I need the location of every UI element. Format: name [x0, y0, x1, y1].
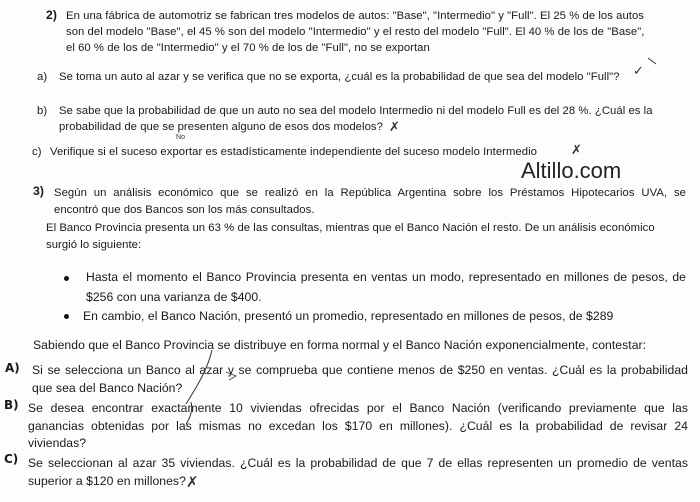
problem-3-lead: Sabiendo que el Banco Provincia se distribuye en forma normal y el Banco Nación exponencialmente, contestar:	[33, 338, 647, 352]
problem-3-intro-line-3: El Banco Provincia presenta un 63 % de las consultas, mientras que el Banco Nación el resto. De un análisis económico	[46, 222, 655, 234]
problem-3a-label: A)	[5, 361, 20, 375]
problem-3-intro-line-4: surgió lo siguiente:	[46, 239, 142, 251]
problem-3c-label: C)	[4, 452, 19, 466]
problem-2c-text: Verifique si el suceso exportar es estadísticamente independiente del suceso modelo Intermedio	[50, 146, 537, 158]
watermark-logo: Altillo.com	[521, 158, 622, 183]
problem-3a-line-1: Si se selecciona un Banco al azar y se comprueba que contiene menos de $250 en ventas. ¿Cuál es la probabilidad	[32, 363, 688, 377]
problem-2c-label: c)	[32, 146, 42, 158]
problem-3c-line-2: superior a $120 en millones?	[28, 474, 186, 488]
problem-3b-label: B)	[4, 398, 19, 412]
handwritten-x-mark-2b: ✗	[389, 120, 400, 135]
problem-3a-line-2: que sea del Banco Nación?	[32, 381, 183, 395]
problem-3-number: 3)	[33, 184, 44, 198]
problem-3-bullet-2-line-1: En cambio, el Banco Nación, presentó un promedio, representado en millones de pesos, de $289	[83, 309, 614, 323]
problem-2-intro-line-3: el 60 % de los de "Intermedio" y el 70 % de los de "Full", no se exportan	[66, 42, 430, 54]
problem-3-intro-line-1: Según un análisis económico que se realizó en la República Argentina sobre los Préstamos Hipotecarios UVA, se	[54, 187, 686, 199]
problem-2a-label: a)	[37, 71, 48, 83]
problem-2-number: 2)	[46, 8, 57, 22]
problem-3b-line-1: Se desea encontrar exactamente 10 viviendas ofrecidas por el Banco Nación (verificando previamente que las	[28, 401, 688, 415]
problem-3b-line-2: ganancias obtenidas por las mismas no excedan los $170 en millones). ¿Cuál es la probabilidad de revisar 24	[28, 419, 688, 433]
problem-3c-line-1: Se seleccionan al azar 35 viviendas. ¿Cuál es la probabilidad de que 7 de ellas representen un promedio de ventas	[28, 456, 688, 470]
handwritten-x-mark-3c: ✗	[186, 473, 199, 491]
handwritten-x-mark-2c: ✗	[571, 143, 582, 158]
problem-2b-label: b)	[37, 105, 48, 117]
problem-2-intro-line-1: En una fábrica de automotriz se fabrican tres modelos de autos: "Base", "Intermedio" y "Full". El 25 % de los autos	[66, 10, 645, 22]
problem-2-intro-line-2: son del modelo "Base", el 45 % son del modelo "Intermedio" y el resto del modelo "Full". El 40 % de los de "Base",	[66, 26, 645, 38]
problem-3-bullet-1-line-2: $256 con una varianza de $400.	[86, 290, 262, 304]
problem-2a-text: Se toma un auto al azar y se verifica que no se exporta, ¿cuál es la probabilidad de que sea del modelo "Full"?	[59, 71, 620, 83]
problem-2b-line-1: Se sabe que la probabilidad de que un auto no sea del modelo Intermedio ni del modelo Full es del 28 %. ¿Cuál es la	[59, 105, 653, 117]
problem-3-bullet-1-line-1: Hasta el momento el Banco Provincia presenta en ventas un modo, representado en millones de pesos, de	[86, 270, 686, 284]
handwritten-note-2c: No	[176, 134, 186, 141]
handwritten-check-mark-2a: ✓	[633, 64, 644, 79]
problem-3-intro-line-2: encontró que dos Bancos son los más consultados.	[54, 204, 315, 216]
problem-3b-line-3: viviendas?	[28, 436, 87, 450]
problem-2b-line-2: probabilidad de que se presenten alguno de esos dos modelos?	[59, 121, 383, 133]
